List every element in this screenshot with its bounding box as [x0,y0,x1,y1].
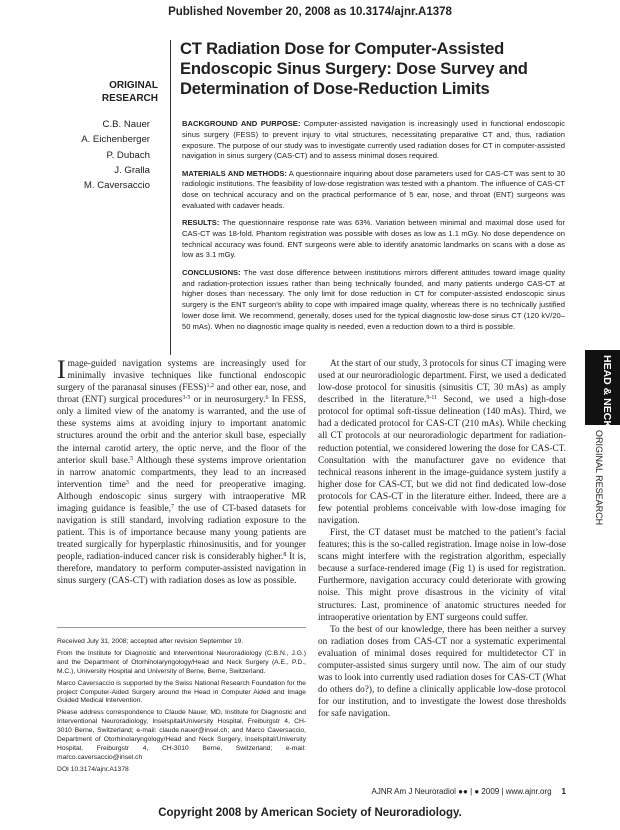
citation: 3 [125,479,129,486]
section-tab [585,350,620,428]
footnotes [57,638,306,778]
abstract-background [182,119,565,162]
body-column-right [318,358,566,720]
footnote-doi: DOI 10.3174/ajnr.A1378 [57,765,129,773]
body-paragraph: First, the CT dataset must be matched to the patient’s facial features; this is the so-called registration. Image noise in low-dose scans might interfere with the registration algorithm, especially because a surface-rendered image (Fig 1) is used for registration. Furthermore, navigation accuracy could deteriorate with growing noise. This might prove disastrous in the vicinity of vital structures. Last, prominence of anatomic structures needed for intraoperative orientation by ENT surgeons could suffer. [318,528,566,623]
footnote-divider [57,627,306,628]
title-line-1: CT Radiation Dose for Computer-Assisted [180,39,505,58]
abstract-text: A questionnaire inquiring about dose parameters used for CAS-CT was sent to 30 radiologic institutions. The feasibility of low-dose registration was tested with a phantom. The influence of CAS-CT dose on technical accuracy and on the practical performance of 5 ear, nose, and throat (ENT) surgeons was evaluated with cadaver heads. [182,168,565,210]
abstract-heading: RESULTS: [182,218,220,228]
abstract-heading: BACKGROUND AND PURPOSE: [182,119,301,128]
citation: 9-11 [426,395,438,402]
text: or in neurosurgery. [190,395,266,406]
body-paragraph [318,358,566,527]
author: P. Dubach [106,149,150,161]
abstract [182,119,565,339]
author: C.B. Nauer [102,119,150,130]
header-divider [170,40,171,355]
section-tab-label: HEAD & NECK [601,355,613,428]
footnote: Marco Caversaccio is supported by the Swiss National Research Foundation for the project Computer-Aided Surgery around the Head in Computer Aided and Image Guided Medical Intervention. [57,679,306,705]
abstract-conclusions [182,268,565,333]
footnote: Please address correspondence to Claude Nauer, MD, Institute for Diagnostic and Interventional Neuroradiology, Inselspital/University Hospital, Freiburgstr 4, CH-3010 Berne, Switzerland; e-mail: claude.nauer@insel.ch; and Marco Caversaccio, Department of Otorhinolaryngology/Head and Neck Surgery, Inselspital/University Hospital, Freiburgstr 4, CH-3010 Berne, Switzerland; e-mail: marco.caversaccio@insel.ch [57,709,306,761]
text: Second, we used a high-dose protocol for optimal soft-tissue delineation (140 mAs). Third, we had a dedicated protocol for CAS-CT (210 mAs). While checking all CT protocols at our neuroradiologic department for radiation-reduction potential, we considered lowering the dose for CAS-CT. Consultation with the manufacturer gave no evidence that technical reasons inherent in the image-guidance system justify a higher dose for CAS-CT, but we did not find dedicated low-dose protocols for CAS-CT in the literature either. Indeed, there are a few potential problems conceivable with low-dose imaging for navigation. [318,395,566,527]
author-list [70,117,150,193]
text: It is, therefore, mandatory to perform computer-assisted navigation in sinus surgery (CAS-CT) with radiation doses as low as possible. [57,552,306,587]
copyright-notice: Copyright 2008 by American Society of Neuroradiology. [158,807,462,819]
text: mage-guided navigation systems are increasingly used for minimally invasive techniques like functional endoscopic surgery of the paranasal sinuses (FESS) [57,359,306,394]
drop-cap: I [57,355,66,384]
author: A. Eichenberger [81,134,150,146]
page-number: 1 [561,787,566,796]
abstract-text: The questionnaire response rate was 63%. Variation between minimal and maximal dose used for CAS-CT was 18-fold. Phantom registration was possible with doses as low as 1.1 mGy. No dose dependence on technical accuracy was found. ENT surgeons were able to identify anatomic landmarks on scans with a dose as low as 3.1 mGy. [182,218,565,260]
author: M. Caversaccio [83,180,150,192]
text: the use of CT-based datasets for navigation is still standard, involving radiation exposure to the patient. This is of importance because many young patients are treated surgically for hyperplastic rhinosinusitis, and for younger people, radiation-induced cancer risk is considerably higher. [57,503,306,563]
author: J. Gralla [114,164,150,176]
abstract-text: The vast dose difference between institutions mirrors different attitudes toward image quality and radiation-protection issues rather than being technically founded, and many patients undergo CAS-CT at higher doses than necessary. The only limit for dose reduction in CT for computer-assisted endoscopic sinus surgery is the ENT surgeon’s ability to cope with impaired image quality, whereas there is no technically justified lower dose limit. We recommend, generally, doses used for the typical diagnostic low-dose sinus CT (120 kV/20–50 mAs). When no diagnostic image quality is needed, even a reduction down to a third is possible. [182,267,565,331]
abstract-methods [182,169,565,212]
title-line-2: Endoscopic Sinus Surgery: Dose Survey and [180,59,528,78]
citation: 3-5 [182,395,191,402]
citation: 7 [170,503,174,510]
text: and other ear, nose, and throat (ENT) surgical procedures [57,383,306,406]
body-paragraph [57,355,306,587]
text: and the need for preoperative imaging. Although endoscopic sinus surgery with intraoperative MR imaging guidance is feasible, [57,479,306,514]
article-type-label [90,79,158,105]
body-paragraph: To the best of our knowledge, there has been neither a survey on radiation doses from CAS-CT nor a systematic experimental evaluation of minimal doses required for multidetector CT in computer-assisted sinus surgery until now. The aim of our study was to look into currently used radiation doses for CAS-CT (What do others do?), to define a clinically applicable low-dose protocol for our institution, and to investigate the lowest dose thresholds for safe navigation. [318,624,566,720]
footnote: From the Institute for Diagnostic and Interventional Neuroradiology (C.B.N., J.G.) and the Department of Otorhinolaryngology/Head and Neck Surgery (A.E., P.D., M.C.), University Hospital and University of Berne, Berne, Switzerland. [57,650,306,675]
abstract-heading: MATERIALS AND METHODS: [182,168,287,178]
label-line-2: RESEARCH [101,93,158,104]
abstract-results [182,218,565,261]
citation: 5 [130,455,134,462]
citation: 1,2 [206,383,215,390]
body-column-left [57,355,306,587]
title-line-3: Determination of Dose-Reduction Limits [180,79,490,98]
text: In FESS, only a limited view of the anatomy is warranted, and the use of these systems aims at avoiding injury to important anatomic structures around the orbit and the anterior skull base, especially the internal carotid artery, the optic nerve, and the floor of the anterior skull base. [57,395,306,466]
citation: 6 [265,395,269,402]
page-footer [318,787,566,796]
footnote: Received July 31, 2008; accepted after revision September 19. [57,638,244,645]
section-side-label: ORIGINAL RESEARCH [594,430,604,526]
publication-banner: Published November 20, 2008 as 10.3174/ajnr.A1378 [168,6,452,18]
text: At the start of our study, 3 protocols for sinus CT imaging were used at our neuroradiologic department. First, we used a dedicated low-dose protocol for sinusitis (sinusitis CT, 30 mAs) as amply described in the literature. [318,359,567,406]
abstract-heading: CONCLUSIONS: [182,267,241,277]
article-title [180,39,610,99]
abstract-text: Computer-assisted navigation is increasingly used in functional endoscopic sinus surgery (FESS) to prevent injury to vital structures, necessitating preparative CT and, thus, radiation exposure. The purpose of our study was to investigate currently used radiation doses for CT in computer-assisted navigation in sinus surgery (CAS-CT) and to assess minimal doses required. [182,119,565,161]
text: Although these systems improve orientation in narrow anatomic compartments, they lead to an increased intervention time [57,455,306,490]
journal-citation: AJNR Am J Neuroradiol ●● | ● 2009 | www.ajnr.org [371,787,552,796]
label-line-1: ORIGINAL [109,80,158,91]
citation: 8 [283,552,287,559]
